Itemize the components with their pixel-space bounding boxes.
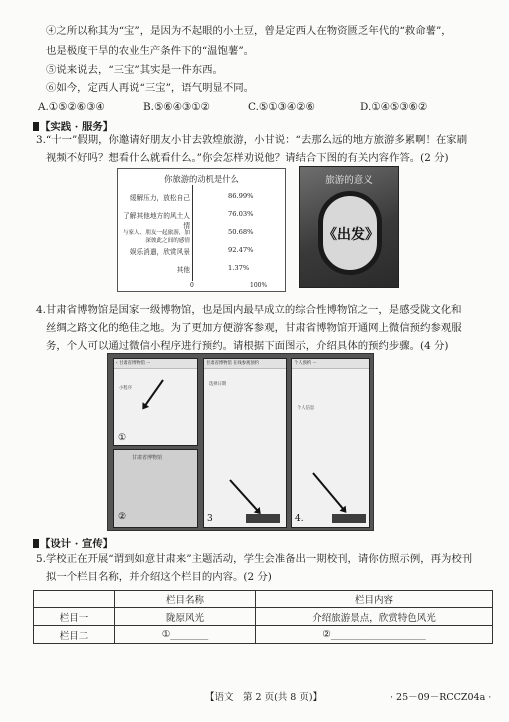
step-number-3: 3 [207,514,213,524]
q3-line-1: 3.“十一”假期，你邀请好朋友小甘去敦煌旅游，小甘说：“去那么远的地方旅游多累啊！在家刷 [36,134,468,146]
item-4-line-2: 也是极度干旱的农业生产条件下的“温饱薯”。 [46,45,255,57]
table-header-row [34,591,493,608]
q4-line-3: 务，个人可以通过微信小程序进行预约。请根据下面图示，介绍具体的预约步骤。(4 分) [46,340,449,352]
step-number-4: 4. [295,514,304,524]
header-column-content: 栏目内容 [256,591,493,608]
travel-poster-image [299,166,399,288]
item-4-line-1: ④之所以称其为“宝”，是因为不起眼的小土豆，曾是定西人在物资匮乏年代的“救命薯”， [46,25,452,37]
tick-0: 0 [190,282,194,289]
option-a: A.①⑤②⑥③④ [38,101,105,113]
phone-step-3: 甘肃省博物馆 在线参观预约 选择日期 3 [203,358,287,528]
option-b: B.⑤⑥④③①② [143,101,210,113]
booking-steps-screenshots [107,353,374,531]
airplane-window-icon [318,191,382,275]
survey-row: 与家人、朋友一起旅游，加深彼此之间的感情 50.68% [122,228,254,244]
survey-row: 了解其他地方的风土人情 76.03% [123,210,254,230]
survey-chart [117,168,286,292]
answer-blank-content[interactable]: ②____________________ [256,626,493,644]
column-table [33,590,493,644]
confirm-button [246,514,280,523]
header-column-name: 栏目名称 [115,591,256,608]
footer-code: · 25－09－RCCZ04a · [390,692,492,703]
q5-line-1: 5.学校正在开展“谓到如意甘肃来”主题活动，学生会准备出一期校刊，请你仿照示例，再为校刊 [36,553,473,565]
step-number-2: ② [118,512,127,522]
poster-title: 旅游的意义 [325,175,373,186]
footer-page-number: 【语文 第 2 页(共 8 页)】 [205,692,323,703]
section-header-practice: 【实践 · 服务】 [33,118,113,133]
table-row: 栏目二 ①________ ②____________________ [34,626,493,644]
survey-row: 娱乐消遣，欣赏风景 92.47% [129,246,254,256]
phone-step-4: 个人预约 ··· 个人信息 4. [291,358,370,528]
q4-line-2: 丝绸之路文化的绝佳之地。为了更加方便游客参观，甘肃省博物馆开通网上微信预约参观服 [46,322,462,334]
q3-line-2: 视频不好吗？想看什么就看什么。”你会怎样劝说他？请结合下图的有关内容作答。(2 分) [46,152,449,164]
option-d: D.①④⑤③⑥② [360,101,428,113]
tick-100: 100% [250,282,268,289]
table-row: 栏目一 陇原风光 介绍旅游景点，欣赏特色风光 [34,608,493,626]
q4-line-1: 4.甘肃省博物馆是国家一级博物馆，也是国内最早成立的综合性博物馆之一，是感受陇文化和 [36,304,462,316]
survey-row: 缓解压力，放松自己 86.99% [129,192,254,202]
item-5: ⑤说来说去，“三宝”其实是一件东西。 [46,64,223,76]
section-header-design: 【设计 · 宣传】 [33,535,113,550]
step-number-1: ① [118,433,127,443]
submit-button [332,514,366,523]
survey-title: 你旅游的动机是什么 [164,174,239,184]
poster-window-text: 《出发》 [323,227,379,243]
q5-line-2: 拟一个栏目名称，并介绍这个栏目的内容。(2 分) [46,571,272,583]
answer-options [38,101,493,113]
survey-row: 其他 1.37% [176,264,250,274]
phone-step-2: 甘肃省博物馆 ② [113,449,198,528]
option-c: C.⑤①③④②⑥ [248,101,315,113]
section-marker-icon [33,539,39,548]
answer-blank-name[interactable]: ①________ [115,626,256,644]
phone-step-1: ‹ 甘肃省博物馆 ··· 小程序 ① [113,358,198,446]
section-marker-icon [33,122,39,131]
item-6: ⑥如今，定西人再说“三宝”，语气明显不同。 [46,82,255,94]
